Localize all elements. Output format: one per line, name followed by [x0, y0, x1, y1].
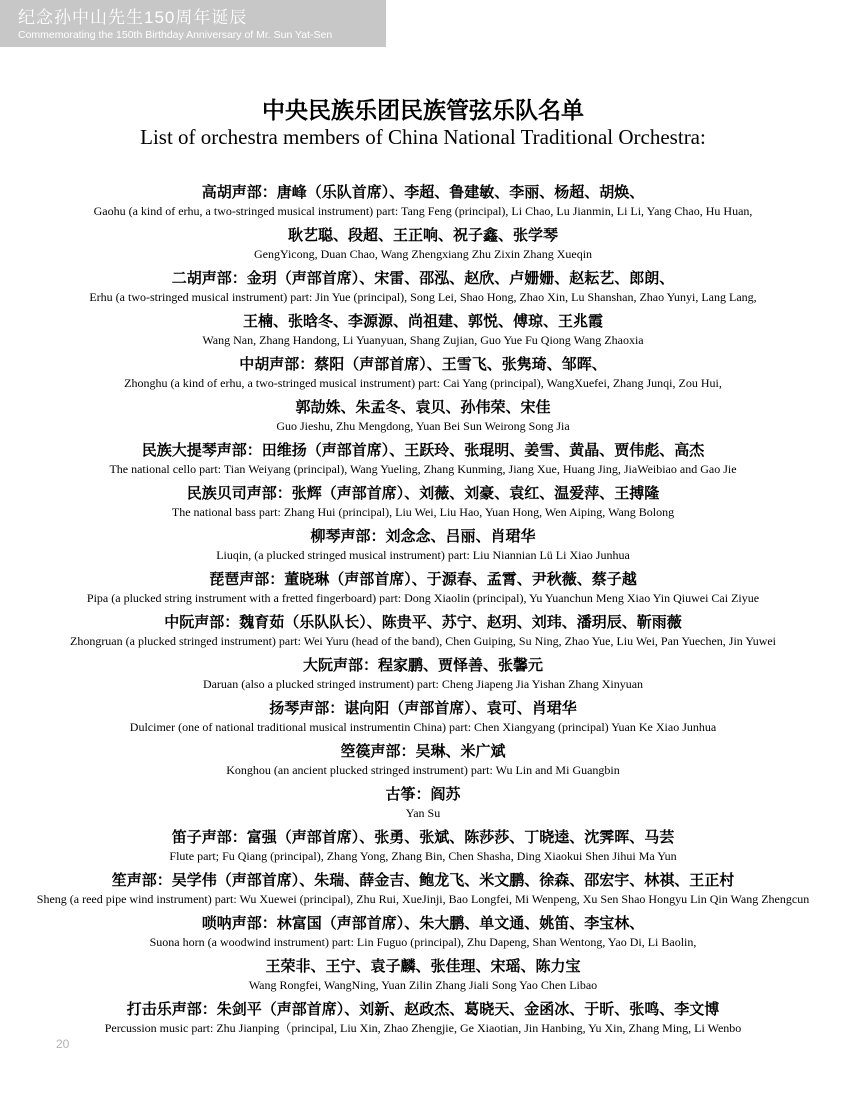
section-line-en: Wang Nan, Zhang Handong, Li Yuanyuan, Shang Zujian, Guo Yue Fu Qiong Wang Zhaoxia	[202, 333, 644, 347]
banner-title-en: Commemorating the 150th Birthday Anniversary of Mr. Sun Yat-Sen	[18, 29, 333, 41]
member-section	[0, 312, 846, 349]
section-line-zh: 笙声部：吴学伟（声部首席）、朱瑞、薛金吉、鲍龙飞、米文鹏、徐森、邵宏宇、林祺、王正村	[111, 872, 735, 889]
section-line-zh: 琵琶声部：董晓琳（声部首席）、于源春、孟霄、尹秋薇、蔡子越	[209, 571, 637, 588]
section-line-en: Gaohu (a kind of erhu, a two-stringed musical instrument) part: Tang Feng (principal), Li Chao, Lu Jianmin, Li Li, Yang Chao, Hu Huan,	[93, 204, 753, 218]
section-line-en: Percussion music part: Zhu Jianping（principal, Liu Xin, Zhao Zhengjie, Ge Xiaotian, Jin Hanbing, Yu Xin, Zhang Ming, Li Wenbo	[104, 1021, 742, 1035]
member-section	[0, 828, 846, 865]
member-section	[0, 914, 846, 951]
section-line-zh: 民族贝司声部：张辉（声部首席）、刘薇、刘豪、袁红、温爱萍、王搏隆	[186, 485, 660, 502]
member-sections	[0, 183, 846, 1037]
section-line-en: Flute part; Fu Qiang (principal), Zhang Yong, Zhang Bin, Chen Shasha, Ding Xiaokui Shen Jihui Ma Yun	[169, 849, 677, 863]
section-line-zh: 古筝：阎苏	[385, 786, 461, 803]
member-section	[0, 441, 846, 478]
member-section	[0, 957, 846, 994]
member-section	[0, 699, 846, 736]
section-line-zh: 中阮声部：魏育茹（乐队队长）、陈贵平、苏宁、赵玥、刘玮、潘玥辰、靳雨薇	[164, 614, 682, 631]
section-line-en: Konghou (an ancient plucked stringed instrument) part: Wu Lin and Mi Guangbin	[226, 763, 620, 777]
page-number: 20	[56, 1037, 70, 1051]
member-section	[0, 226, 846, 263]
section-line-en: GengYicong, Duan Chao, Wang Zhengxiang Zhu Zixin Zhang Xueqin	[253, 247, 593, 261]
section-line-zh: 王荣非、王宁、袁子麟、张佳理、宋瑶、陈力宝	[265, 958, 581, 975]
member-section	[0, 183, 846, 220]
banner-title-zh: 纪念孙中山先生150周年诞辰	[18, 8, 248, 27]
member-section	[0, 656, 846, 693]
list-title-en: List of orchestra members of China National Traditional Orchestra:	[140, 125, 706, 149]
section-line-zh: 唢呐声部：林富国（声部首席）、朱大鹏、单文通、姚笛、李宝林、	[201, 915, 645, 932]
member-section	[0, 527, 846, 564]
section-line-en: Daruan (also a plucked stringed instrument) part: Cheng Jiapeng Jia Yishan Zhang Xinyuan	[202, 677, 644, 691]
section-line-zh: 耿艺聪、段超、王正响、祝子鑫、张学琴	[287, 227, 558, 244]
page-banner	[0, 0, 386, 47]
section-line-en: The national bass part: Zhang Hui (principal), Liu Wei, Liu Hao, Yuan Hong, Wen Aiping, Wang Bolong	[171, 505, 675, 519]
section-line-en: Yan Su	[405, 806, 441, 820]
section-line-zh: 高胡声部：唐峰（乐队首席）、李超、鲁建敏、李丽、杨超、胡焕、	[201, 184, 645, 201]
member-section	[0, 742, 846, 779]
section-line-en: Dulcimer (one of national traditional musical instrumentin China) part: Chen Xiangyang (principal) Yuan Ke Xiao Junhua	[129, 720, 717, 734]
section-line-zh: 民族大提琴声部：田维扬（声部首席）、王跃玲、张琨明、姜雪、黄晶、贾伟彪、高杰	[141, 442, 705, 459]
section-line-en: Zhonghu (a kind of erhu, a two-stringed musical instrument) part: Cai Yang (principal), WangXuefei, Zhang Junqi, Zou Hui,	[124, 376, 722, 390]
list-title-zh: 中央民族乐团民族管弦乐队名单	[262, 97, 584, 123]
section-line-en: Guo Jieshu, Zhu Mengdong, Yuan Bei Sun Weirong Song Jia	[276, 419, 570, 433]
section-line-zh: 扬琴声部：谌向阳（声部首席）、袁可、肖珺华	[269, 700, 577, 717]
section-line-en: Sheng (a reed pipe wind instrument) part: Wu Xuewei (principal), Zhu Rui, XueJinji, Bao Longfei, Mi Wenpeng, Xu Sen Shao Hongyu Lin Qin Wang Zhengcun	[36, 892, 810, 906]
section-line-zh: 大阮声部：程家鹏、贾怿善、张馨元	[302, 657, 543, 674]
section-line-zh: 柳琴声部：刘念念、吕丽、肖珺华	[310, 528, 536, 545]
section-line-zh: 笛子声部：富强（声部首席）、张勇、张斌、陈莎莎、丁晓逵、沈霁晖、马芸	[171, 829, 675, 846]
member-section	[0, 1000, 846, 1037]
section-line-zh: 箜篌声部：吴琳、米广斌	[340, 743, 506, 760]
member-section	[0, 355, 846, 392]
section-line-en: Erhu (a two-stringed musical instrument) part: Jin Yue (principal), Song Lei, Shao Hong, Zhao Xin, Lu Shanshan, Zhao Yunyi, Lang Lang,	[89, 290, 757, 304]
section-line-en: Suona horn (a woodwind instrument) part: Lin Fuguo (principal), Zhu Dapeng, Shan Wentong, Yao Di, Li Baolin,	[149, 935, 697, 949]
section-line-zh: 中胡声部：蔡阳（声部首席）、王雪飞、张隽琦、邹晖、	[239, 356, 607, 373]
section-line-en: The national cello part: Tian Weiyang (principal), Wang Yueling, Zhang Kunming, Jiang Xue, Huang Jing, JiaWeibiao and Gao Jie	[109, 462, 737, 476]
member-section	[0, 871, 846, 908]
section-line-en: Wang Rongfei, WangNing, Yuan Zilin Zhang Jiali Song Yao Chen Libao	[248, 978, 598, 992]
member-section	[0, 570, 846, 607]
member-section	[0, 484, 846, 521]
orchestra-list	[0, 96, 846, 1043]
member-section	[0, 398, 846, 435]
section-line-en: Pipa (a plucked string instrument with a fretted fingerboard) part: Dong Xiaolin (principal), Yu Yuanchun Meng Xiao Yin Qiuwei Cai Ziyue	[86, 591, 760, 605]
section-line-zh: 打击乐声部：朱剑平（声部首席）、刘新、赵政杰、葛晓天、金函冰、于昕、张鸣、李文博	[126, 1001, 720, 1018]
section-line-zh: 二胡声部：金玥（声部首席）、宋雷、邵泓、赵欣、卢姗姗、赵耘艺、郎朗、	[171, 270, 675, 287]
section-line-en: Liuqin, (a plucked stringed musical instrument) part: Liu Niannian Lü Li Xiao Junhua	[216, 548, 630, 562]
section-line-en: Zhongruan (a plucked stringed instrument) part: Wei Yuru (head of the band), Chen Guiping, Su Ning, Zhao Yue, Liu Wei, Pan Yuechen, Jin Yuwei	[69, 634, 777, 648]
member-section	[0, 269, 846, 306]
member-section	[0, 785, 846, 822]
section-line-zh: 王楠、张晗冬、李源源、尚祖建、郭悦、傅琼、王兆霞	[242, 313, 603, 330]
section-line-zh: 郭劼姝、朱孟冬、袁贝、孙伟荣、宋佳	[295, 399, 551, 416]
member-section	[0, 613, 846, 650]
